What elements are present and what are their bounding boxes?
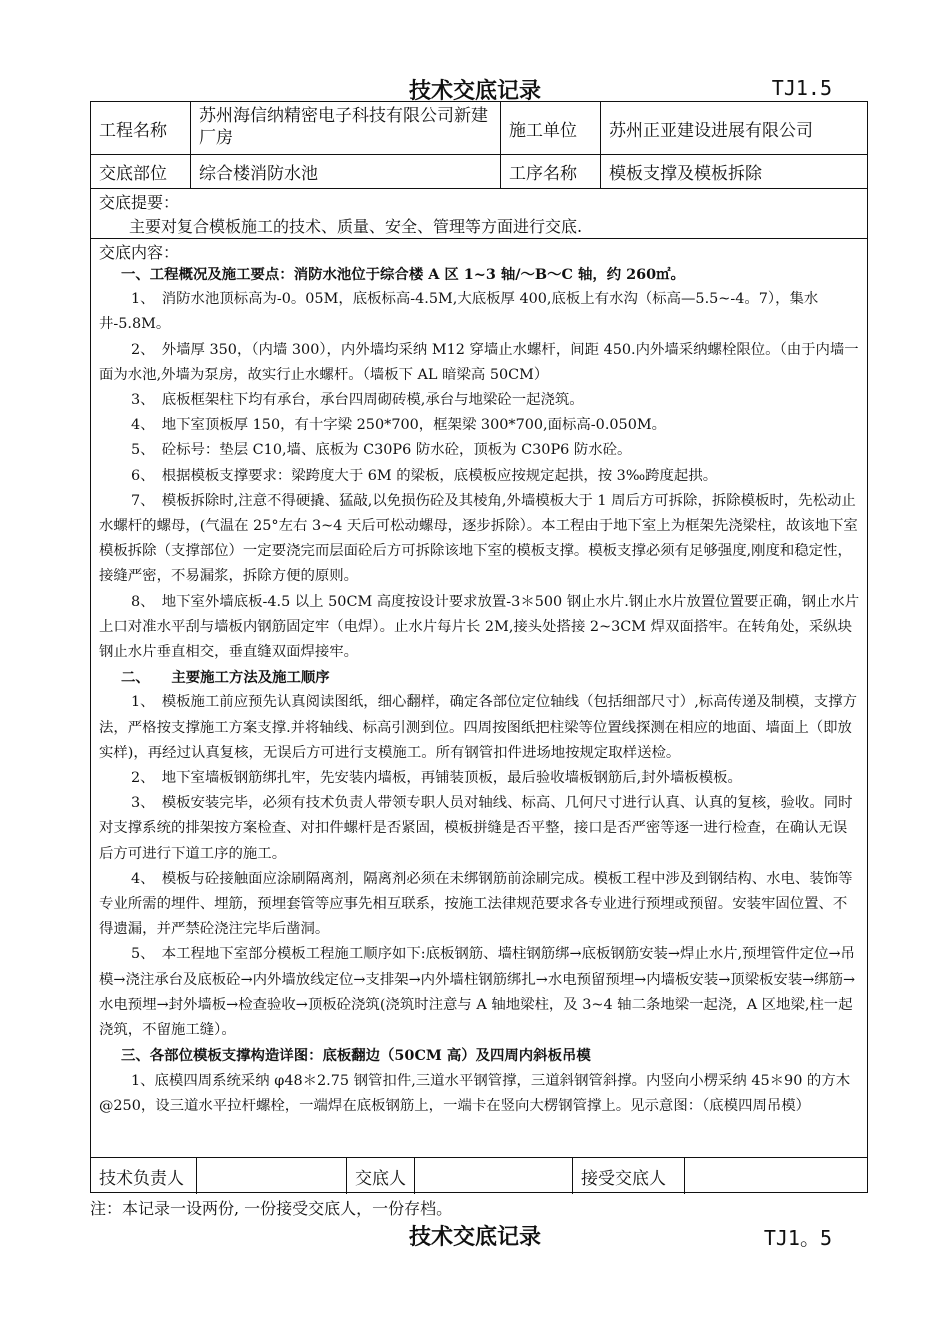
footer-header — [0, 1220, 950, 1248]
discloser-label: 交底人 — [347, 1158, 415, 1194]
record-table — [90, 101, 868, 1193]
process-value: 模板支撑及模板拆除 — [609, 163, 762, 184]
section-2-item: 5、 本工程地下室部分模板工程施工顺序如下:底板钢筋、墙柱钢筋绑→底板钢筋安装→焊止水片,预埋管件定位→吊模→浇注承台及底板砼→内外墙放线定位→支排架→内外墙柱钢筋绑扎→水电预留预埋→内墙板安装→顶梁板安装→绑筋→水电预埋→封外墙板→检查验收→顶板砼浇筑(浇筑时注意与 A 轴地梁柱，及 3~4 轴二条地梁一起浇，A 区地梁,柱一起浇筑，不留施工缝）。 — [99, 946, 856, 1039]
section-2-heading: 二、 主要施工方法及施工顺序 — [121, 669, 330, 687]
section-1-item: 8、 地下室外墙底板-4.5 以上 50CM 高度按设计要求放置-3＊500 钢止水片.钢止水片放置位置要正确，钢止水片上口对准水平刮与墙板内钢筋固定牢（电焊）。止水片每片长 2M,接头处搭接 2~3CM 焊双面搭牢。在转角处，采纵块钢止水片垂直相交，垂直缝双面焊接牢。 — [99, 593, 860, 661]
section-1-item: 2、 外墙厚 350，（内墙 300），内外墙均采纳 M12 穿墙止水螺杆，间距 450.内外墙采纳螺栓限位。（由于内墙一面为水池,外墙为泵房，故实行止水螺杆。（墙板下 AL 暗梁高 50CM） — [99, 341, 859, 383]
section-2-item: 4、 模板与砼接触面应涂刷隔离剂，隔离剂必须在未绑钢筋前涂刷完成。模板工程中涉及到钢结构、水电、装饰等专业所需的埋件、埋筋，预埋套管等应事先相互联系，按施工法律规范要求各专业进行预埋或预留。安装牢固位置、不得遗漏，并严禁砼浇注完毕后凿洞。 — [99, 870, 853, 938]
summary-text: 主要对复合模板施工的技术、质量、安全、管理等方面进行交底. — [129, 217, 583, 236]
content-body — [99, 262, 861, 1119]
info-row-2 — [91, 154, 867, 189]
discloser-field[interactable] — [415, 1158, 573, 1194]
receiver-label: 接受交底人 — [573, 1158, 685, 1194]
construction-unit-value: 苏州正亚建设进展有限公司 — [609, 120, 813, 141]
form-code: TJ1.5 — [771, 76, 832, 100]
project-name-label: 工程名称 — [91, 102, 191, 154]
section-1-heading: 一、工程概况及施工要点：消防水池位于综合楼 A 区 1~3 轴/～B～C 轴，约 260㎡。 — [121, 266, 685, 283]
construction-unit-label: 施工单位 — [501, 102, 601, 154]
footer-code: TJ1。5 — [763, 1226, 832, 1250]
section-1-item: 5、 砼标号：垫层 C10,墙、底板为 C30P6 防水砼，顶板为 C30P6 防水砼。 — [131, 442, 632, 459]
signature-row — [91, 1157, 867, 1194]
project-name-value: 苏州海信纳精密电子科技有限公司新建厂房 — [191, 102, 501, 154]
section-2-item: 3、 模板安装完毕，必须有技术负责人带领专职人员对轴线、标高、几何尺寸进行认真、认真的复核，验收。同时对支撑系统的排架按方案检查、对扣件螺杆是否紧固，模板拼缝是否平整，接口是否严密等逐一进行检查，在确认无误后方可进行下道工序的施工。 — [99, 795, 853, 862]
tech-lead-field[interactable] — [197, 1158, 347, 1194]
section-1-item: 7、 模板拆除时,注意不得硬撬、猛敲,以免损伤砼及其棱角,外墙模板大于 1 周后方可拆除，拆除模板时，先松动止水螺杆的螺母，(气温在 25°左右 3~4 天后可松动螺母，逐步拆除）。本工程由于地下室上为框架先浇梁柱，故该地下室模板拆除（支撑部位）一定要浇完而层面砼后方可拆除该地下室的模板支撑。模板支撑必须有足够强度,刚度和稳定性，接缝严密，不易漏浆，拆除方便的原则。 — [99, 492, 858, 585]
section-1-item: 6、 根据模板支撑要求：梁跨度大于 6M 的梁板，底模板应按规定起拱，按 3‰跨度起拱。 — [131, 467, 718, 484]
section-2-item: 1、 模板施工前应预先认真阅读图纸，细心翻样，确定各部位定位轴线（包括细部尺寸）,标高传递及制模，支撑方法，严格按支撑施工方案支撑.并将轴线、标高引测到位。四周按图纸把柱梁等位置线探测在相应的地面、墙面上（即放实样)，再经过认真复核，无误后方可进行支模施工。所有钢管扣件进场地按规定取样送检。 — [99, 694, 858, 761]
section-3-item: 1、底模四周系统采纳 φ48＊2.75 钢管扣件,三道水平钢管撑，三道斜钢管斜撑。内竖向小楞采纳 45＊90 的方木@250，设三道水平拉杆螺栓，一端焊在底板钢筋上，一端卡在竖向大楞钢管撑上。见示意图：（底模四周吊模） — [99, 1072, 851, 1114]
section-1-item: 4、 地下室顶板厚 150，有十字梁 250*700，框架梁 300*700,面标高-0.050M。 — [131, 417, 666, 434]
section-2-item: 2、 地下室墙板钢筋绑扎牢，先安装内墙板，再铺装顶板，最后验收墙板钢筋后,封外墙板模板。 — [131, 770, 742, 787]
content-label: 交底内容： — [99, 243, 180, 262]
section-1-item: 3、 底板框架柱下均有承台，承台四周砌砖模,承台与地梁砼一起浇筑。 — [131, 392, 584, 409]
process-label: 工序名称 — [501, 154, 601, 188]
summary-row — [91, 188, 867, 239]
section-1-item: 1、 消防水池顶标高为-0。05M，底板标高-4.5M,大底板厚 400,底板上有水沟（标高—5.5~-4。7），集水井-5.8M。 — [99, 291, 819, 333]
footer-title: 技术交底记录 — [408, 1224, 541, 1250]
footnote: 注：本记录一设两份, 一份接受交底人，一份存档。 — [90, 1199, 453, 1218]
receiver-field[interactable] — [685, 1158, 867, 1194]
part-value: 综合楼消防水池 — [191, 154, 501, 188]
header — [0, 74, 950, 102]
page-title: 技术交底记录 — [408, 78, 541, 104]
tech-lead-label: 技术负责人 — [91, 1158, 197, 1194]
summary-label: 交底提要： — [99, 193, 180, 212]
part-label: 交底部位 — [91, 154, 191, 188]
info-row-1 — [91, 102, 867, 155]
section-3-heading: 三、各部位模板支撑构造详图：底板翻边（50CM 高）及四周内斜板吊模 — [121, 1047, 591, 1065]
